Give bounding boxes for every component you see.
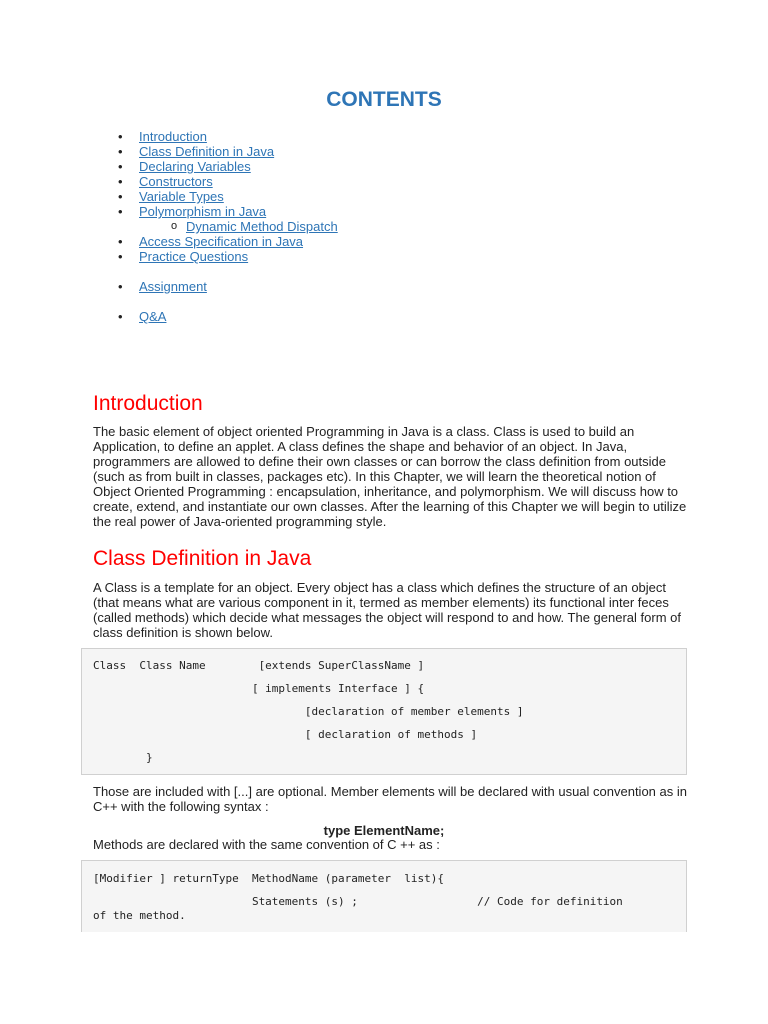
class-definition-paragraph: A Class is a template for an object. Every object has a class which defines the structure of an object (that means what are various component in it, termed as member elements) its functional inter feces (called methods) which decide what messages the object will respond to and how. The general form of class definition is shown below. <box>93 580 681 640</box>
code-line: } <box>93 751 153 764</box>
class-definition-heading: Class Definition in Java <box>93 547 312 570</box>
toc-link-dynamic-method-dispatch[interactable]: Dynamic Method Dispatch <box>186 219 338 234</box>
toc-item <box>118 309 338 324</box>
toc-link-qa[interactable]: Q&A <box>139 309 167 324</box>
toc-item <box>118 204 338 219</box>
class-definition-code-block <box>81 648 687 775</box>
contents-title: CONTENTS <box>326 88 442 111</box>
introduction-heading: Introduction <box>93 392 203 415</box>
methods-note-paragraph: Methods are declared with the same convention of C ++ as : <box>93 837 440 852</box>
code-line: Class Class Name [extends SuperClassName ] <box>93 659 425 672</box>
code-line: of the method. <box>93 909 186 922</box>
toc-item <box>118 279 338 294</box>
code-line: Statements (s) ; // Code for definition <box>93 895 623 908</box>
toc-item <box>118 159 338 174</box>
toc-subitem <box>118 219 338 234</box>
toc-link-polymorphism[interactable]: Polymorphism in Java <box>139 204 267 219</box>
toc-item <box>118 129 338 144</box>
toc-link-constructors[interactable]: Constructors <box>139 174 213 189</box>
optional-note-paragraph: Those are included with [...] are optional. Member elements will be declared with usual convention as in C++ with the following syntax : <box>93 784 687 814</box>
toc-link-class-definition[interactable]: Class Definition in Java <box>139 144 275 159</box>
toc-item <box>118 249 338 264</box>
toc-link-introduction[interactable]: Introduction <box>139 129 207 144</box>
method-declaration-code-block <box>81 860 687 932</box>
toc-item <box>118 234 338 249</box>
toc-link-practice-questions[interactable]: Practice Questions <box>139 249 249 264</box>
toc-item <box>118 144 338 159</box>
toc-item <box>118 174 338 189</box>
code-line: [ implements Interface ] { <box>93 682 425 695</box>
table-of-contents <box>118 129 338 324</box>
introduction-paragraph: The basic element of object oriented Programming in Java is a class. Class is used to build an Application, to define an applet. A class defines the shape and behavior of an object. In Java, programmers are allowed to define their own classes or can borrow the class definition from outside (such as from built in classes, packages etc). In this Chapter, we will learn the theoretical notion of Object Oriented Programming : encapsulation, inheritance, and polymorphism. We will discuss how to create, extend, and instantiate our own classes. After the learning of this Chapter we will begin to utilize the real power of Java-oriented programming style. <box>93 424 687 529</box>
toc-link-variable-types[interactable]: Variable Types <box>139 189 224 204</box>
code-line: [Modifier ] returnType MethodName (parameter list){ <box>93 872 444 885</box>
toc-item <box>118 189 338 204</box>
element-syntax: type ElementName; <box>323 823 445 838</box>
toc-link-access-specification[interactable]: Access Specification in Java <box>139 234 304 249</box>
toc-link-assignment[interactable]: Assignment <box>139 279 207 294</box>
code-line: [ declaration of methods ] <box>93 728 478 741</box>
toc-link-declaring-variables[interactable]: Declaring Variables <box>139 159 251 174</box>
code-line: [declaration of member elements ] <box>93 705 524 718</box>
